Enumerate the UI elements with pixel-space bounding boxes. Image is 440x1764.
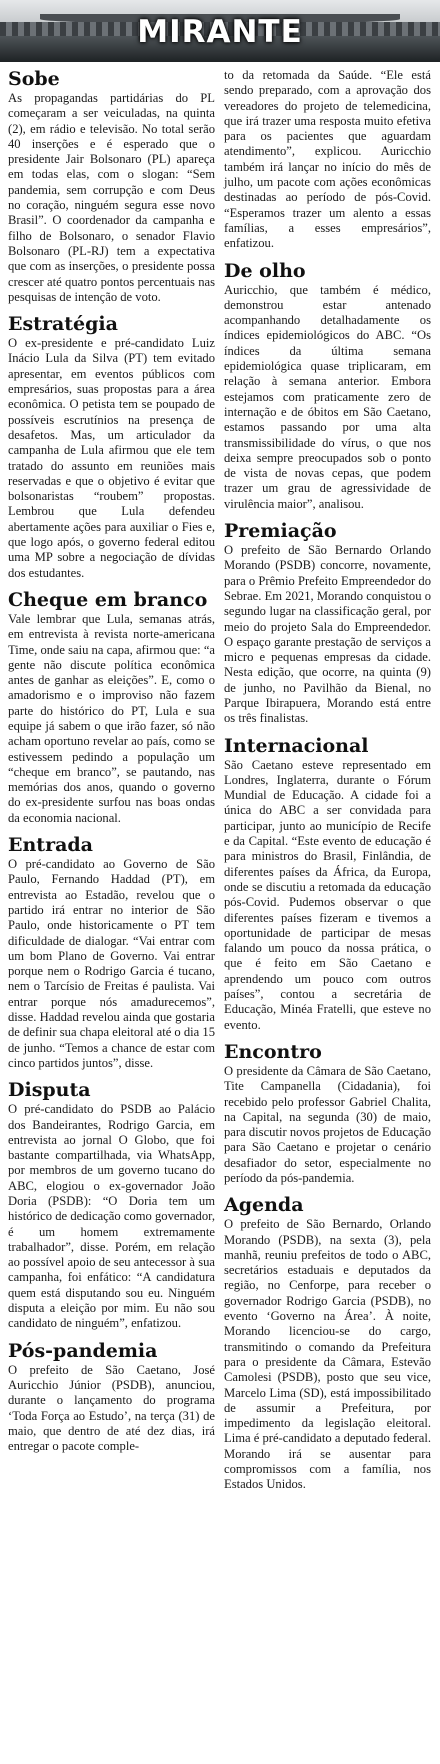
section-body: O ex-presidente e pré-candidato Luiz Inácio Lula da Silva (PT) tem evitado apresentar, em eventos públicos com empresários, suas propostas para a área econômica. O petista tem se poupado de possíveis escrutínios na presença de desafetos. Mas, um articulador da campanha de Lula afirmou que ele tem tratado do assunto em reuniões mais reservadas e que o objetivo é evitar que bolsonaristas “roubem” propostas. Lembrou que Lula defendeu abertamente ações para auxiliar o Fies e, que logo após, o governo federal editou uma MP sobre a negociação de dívidas dos estudantes. — [8, 336, 215, 580]
section-body: As propagandas partidárias do PL começaram a ser veiculadas, na quinta (2), em rádio e televisão. No total serão 40 inserções e é esperado que o presidente Jair Bolsonaro (PL) apareça em todas elas, com o slogan: “Sem pandemia, sem corrupção e com Deus no coração, ninguém segura esse novo Brasil”. O coordenador da campanha e filho de Bolsonaro, o senador Flavio Bolsonaro (PL-RJ) tem a expectativa que com as inserções, o presidente possa crescer até quatro pontos percentuais nas pesquisas de intenção de voto. — [8, 91, 215, 304]
section-body: Auricchio, que também é médico, demonstrou estar antenado acompanhando detalhadamente os índices epidemiológicos do ABC. “Os índices da última semana epidemiológica quase triplicaram, em relação à semana anterior. Embora estejamos com praticamente zero de internação e de óbitos em São Caetano, estamos passando por uma alta transmissibilidade do vírus, o que nos deixa sempre preocupados sob o ponto de vista de novas cepas, que podem trazer um grau de agressividade de virulência maior”, analisou. — [224, 282, 431, 511]
column-title: MIRANTE — [137, 14, 303, 50]
section-heading: De olho — [224, 259, 306, 282]
section-internacional — [224, 735, 431, 1033]
section-heading: Agenda — [224, 1194, 304, 1217]
section-sobe — [8, 68, 215, 305]
section-body: O prefeito de São Caetano, José Auricchio Júnior (PSDB), anunciou, durante o lançamento do programa ‘Toda Força ao Estudo’, na terça (31) de maio, que dentro de até dez dias, irá entregar o pacote comple- — [8, 1362, 215, 1454]
masthead-banner — [0, 0, 440, 62]
section-entrada — [8, 834, 215, 1071]
section-premiacao — [224, 520, 431, 727]
section-heading: Encontro — [224, 1040, 322, 1063]
section-heading: Pós-pandemia — [8, 1339, 158, 1362]
section-heading: Cheque em branco — [8, 588, 208, 611]
section-cheque-em-branco — [8, 589, 215, 826]
section-estrategia — [8, 313, 215, 581]
section-heading: Entrada — [8, 834, 93, 857]
section-body: O prefeito de São Bernardo, Orlando Morando (PSDB), na sexta (3), pela manhã, reuniu prefeitos de todo o ABC, secretários estaduais e deputados da região, no Cenforpe, para receber o governador Rodrigo Garcia (PSDB), no evento ‘Governo na Área’. À noite, Morando licenciou-se do cargo, transmitindo o comando da Prefeitura para o presidente da Câmara, Estevão Camolesi (PSDB), posto que seu vice, Marcelo Lima (SD), está impossibilitado de assumir a Prefeitura, por impedimento da legislação eleitoral. Lima é pré-candidato a deputado federal. Morando irá se ausentar para compromissos com a família, nos Estados Unidos. — [224, 1217, 431, 1492]
section-heading: Estratégia — [8, 313, 118, 336]
section-heading: Disputa — [8, 1079, 91, 1102]
section-body: to da retomada da Saúde. “Ele está sendo preparado, com a aprovação dos vereadores do projeto de telemedicina, que irá trazer uma resposta muito efetiva para os pacientes que aguardam atendimento”, explicou. Auricchio também irá lançar no início do mês de julho, um pacote com ações econômicas destinadas ao período de pós-Covid. “Esperamos trazer um alento a essas famílias, a esses empresários”, enfatizou. — [224, 68, 431, 251]
section-disputa — [8, 1079, 215, 1331]
section-de-olho — [224, 260, 431, 512]
article-columns — [0, 62, 440, 1501]
section-body: O pré-candidato do PSDB ao Palácio dos Bandeirantes, Rodrigo Garcia, em entrevista ao jornal O Globo, que foi bastante compartilhada, via WhatsApp, por membros de um governo tucano do ABC, elogiou o ex-governador João Doria (PSDB): “O Doria tem um histórico de dedicação como governador, é um homem extremamente trabalhador”, disse. Porém, em relação ao possível apoio de seu antecessor à sua campanha, foi enfático: “A candidatura quem está disputando sou eu. Ninguém disputa a eleição por mim. Eu não sou candidato de ninguém”, enfatizou. — [8, 1102, 215, 1331]
section-heading: Sobe — [8, 68, 60, 90]
section-body: O presidente da Câmara de São Caetano, Tite Campanella (Cidadania), foi recebido pelo professor Gabriel Chalita, na Capital, na segunda (30) de maio, para discutir novos projetos de Educação para São Caetano e projetar o cenário desafiador do setor, especialmente no período da pós-pandemia. — [224, 1063, 431, 1185]
section-heading: Premiação — [224, 520, 337, 543]
section-heading: Internacional — [224, 734, 369, 757]
section-body: Vale lembrar que Lula, semanas atrás, em entrevista à revista norte-americana Time, onde saiu na capa, afirmou que: “a gente não discute política econômica antes de ganhar as eleições”. E, como o amadorismo e o improviso não fazem parte do histórico do PT, Lula e sua equipe já sabem o que irão fazer, só não acham oportuno revelar ao país, como se estivessem pedindo a população um “cheque em branco”, se pautando, nas memórias dos anos, quando o governo do ex-presidente surfou nas boas ondas da economia nacional. — [8, 611, 215, 825]
left-column — [8, 68, 215, 1501]
section-encontro — [224, 1041, 431, 1186]
section-agenda — [224, 1194, 431, 1492]
section-body: O pré-candidato ao Governo de São Paulo, Fernando Haddad (PT), em entrevista ao Estadão, revelou que o partido irá entrar no interior de São Paulo, onde historicamente o PT tem dificuldade de dialogar. “Vai entrar com um bom Plano de Governo. Vai entrar porque nem o Rodrigo Garcia é tucano, nem o Tarcísio de Freitas é paulista. Vai entrar porque nós amadurecemos”, disse. Haddad revelou ainda que gostaria de definir sua chapa eleitoral até o dia 15 de junho. “Temos a chance de estar com cinco partidos juntos”, disse. — [8, 857, 216, 1070]
section-pos-pandemia — [8, 1340, 215, 1455]
section-pos-pandemia-continued — [224, 68, 431, 252]
section-body: São Caetano esteve representado em Londres, Inglaterra, durante o Fórum Mundial de Educação. A cidade foi a única do ABC a ser convidada para participar, junto ao município de Recife e da Capital. “Este evento de educação é para ministros do Brasil, Finlândia, de diferentes países da África, da Europa, onde se discutiu a retomada da educação pós-Covid. Pudemos observar o que diferentes países fizeram e tivemos a oportunidade de participar de mesas falando um pouco da nossa prática, o que é feito em São Caetano e aprendendo um pouco com outros países”, contou a secretária de Educação, Minéa Fratelli, que esteve no evento. — [224, 757, 431, 1032]
right-column — [224, 68, 431, 1501]
section-body: O prefeito de São Bernardo Orlando Morando (PSDB) concorre, novamente, para o Prêmio Prefeito Empreendedor do Sebrae. Em 2021, Morando conquistou o segundo lugar na classificação geral, por meio do projeto Sala do Empreendedor. O espaço garante prestação de serviços a micro e pequenas empresas da cidade. Nesta edição, que ocorre, na quinta (9) de junho, no Pavilhão da Bienal, no Parque Ibirapuera, Morando está entre os três finalistas. — [224, 543, 431, 726]
